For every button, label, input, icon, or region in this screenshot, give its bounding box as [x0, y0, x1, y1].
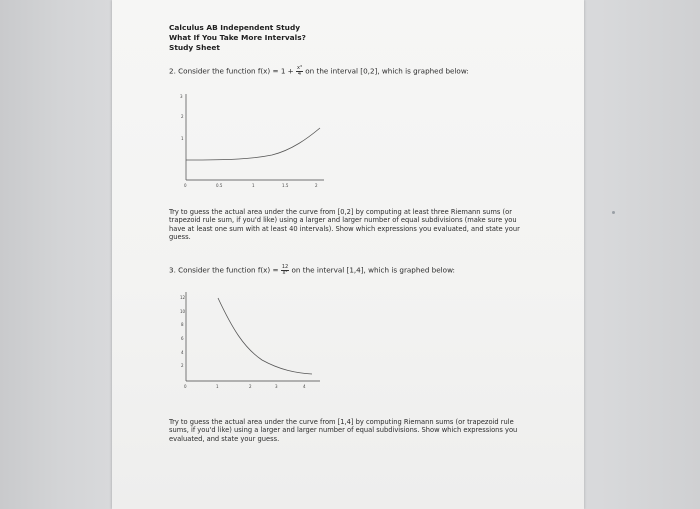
- problem-3-frac-numerator: 12: [281, 264, 289, 270]
- p3-y-tick-2: 2: [181, 363, 184, 368]
- p3-x-tick-1: 1: [216, 384, 219, 389]
- p3-function-curve: [218, 298, 312, 374]
- p2-x-tick-2: 2: [315, 183, 318, 188]
- p3-y-tick-12: 12: [180, 295, 186, 300]
- sheet-title: Calculus AB Independent Study: [169, 23, 301, 32]
- problem-3-statement: [169, 265, 455, 276]
- p2-y-tick-3: 3: [180, 94, 183, 99]
- study-sheet-page: [112, 0, 584, 509]
- p2-x-tick-1: 1: [252, 183, 255, 188]
- problem-3-frac-denominator: x²: [282, 270, 288, 276]
- p2-function-curve: [186, 128, 320, 160]
- problem-2-interval-text: on the interval [0,2], which is graphed below:: [305, 66, 469, 76]
- problem-2-statement: [169, 66, 469, 77]
- problem-2-function: f(x) = 1 +: [257, 66, 294, 76]
- background-speck: [612, 211, 615, 214]
- p2-y-tick-1: 1: [181, 136, 184, 141]
- problem-2-fraction: [296, 66, 303, 77]
- p3-y-tick-6: 6: [181, 336, 184, 341]
- sheet-type: Study Sheet: [169, 43, 220, 52]
- p3-x-tick-4: 4: [303, 384, 306, 389]
- p3-y-tick-4: 4: [181, 350, 184, 355]
- problem-2-lead: Consider the function: [178, 66, 256, 76]
- problem-3-instructions: Try to guess the actual area under the curve from [1,4] by computing Riemann sums (or trapezoid rule sums, if you'd like) using a larger and larger number of equal subdivisions. Show which expressions you evaluated, and state your guess.: [169, 418, 518, 443]
- p3-y-tick-10: 10: [180, 309, 186, 314]
- problem-3-lead: Consider the function: [178, 265, 256, 275]
- problem-2-frac-numerator: x³: [297, 65, 302, 71]
- problem-2-graph: [172, 90, 332, 194]
- problem-3-interval-text: on the interval [1,4], which is graphed below:: [291, 265, 455, 275]
- p3-x-tick-0: 0: [184, 384, 187, 389]
- problem-2-number: 2.: [169, 66, 176, 76]
- problem-3-fraction: [281, 265, 289, 276]
- sheet-subtitle: What If You Take More Intervals?: [169, 33, 306, 42]
- p2-x-tick-0-5: 0.5: [216, 183, 223, 188]
- p2-x-tick-1-5: 1.5: [282, 183, 289, 188]
- problem-2-instructions: Try to guess the actual area under the curve from [0,2] by computing at least three Riemann sums (or trapezoid rule sum, if you'd like) using a larger and larger number of equal subdivisions (make sure you have at least one sum with at least 40 intervals). Show which expressions you evaluated, and state your guess.: [169, 208, 520, 242]
- p2-y-tick-2: 2: [181, 114, 184, 119]
- problem-3-number: 3.: [169, 265, 176, 275]
- p2-x-tick-0: 0: [184, 183, 187, 188]
- p3-y-tick-8: 8: [181, 322, 184, 327]
- p3-x-tick-2: 2: [249, 384, 252, 389]
- problem-2-frac-denominator: 4: [297, 71, 302, 77]
- problem-3-graph: [172, 288, 332, 394]
- problem-3-function: f(x) =: [257, 265, 279, 275]
- p3-x-tick-3: 3: [275, 384, 278, 389]
